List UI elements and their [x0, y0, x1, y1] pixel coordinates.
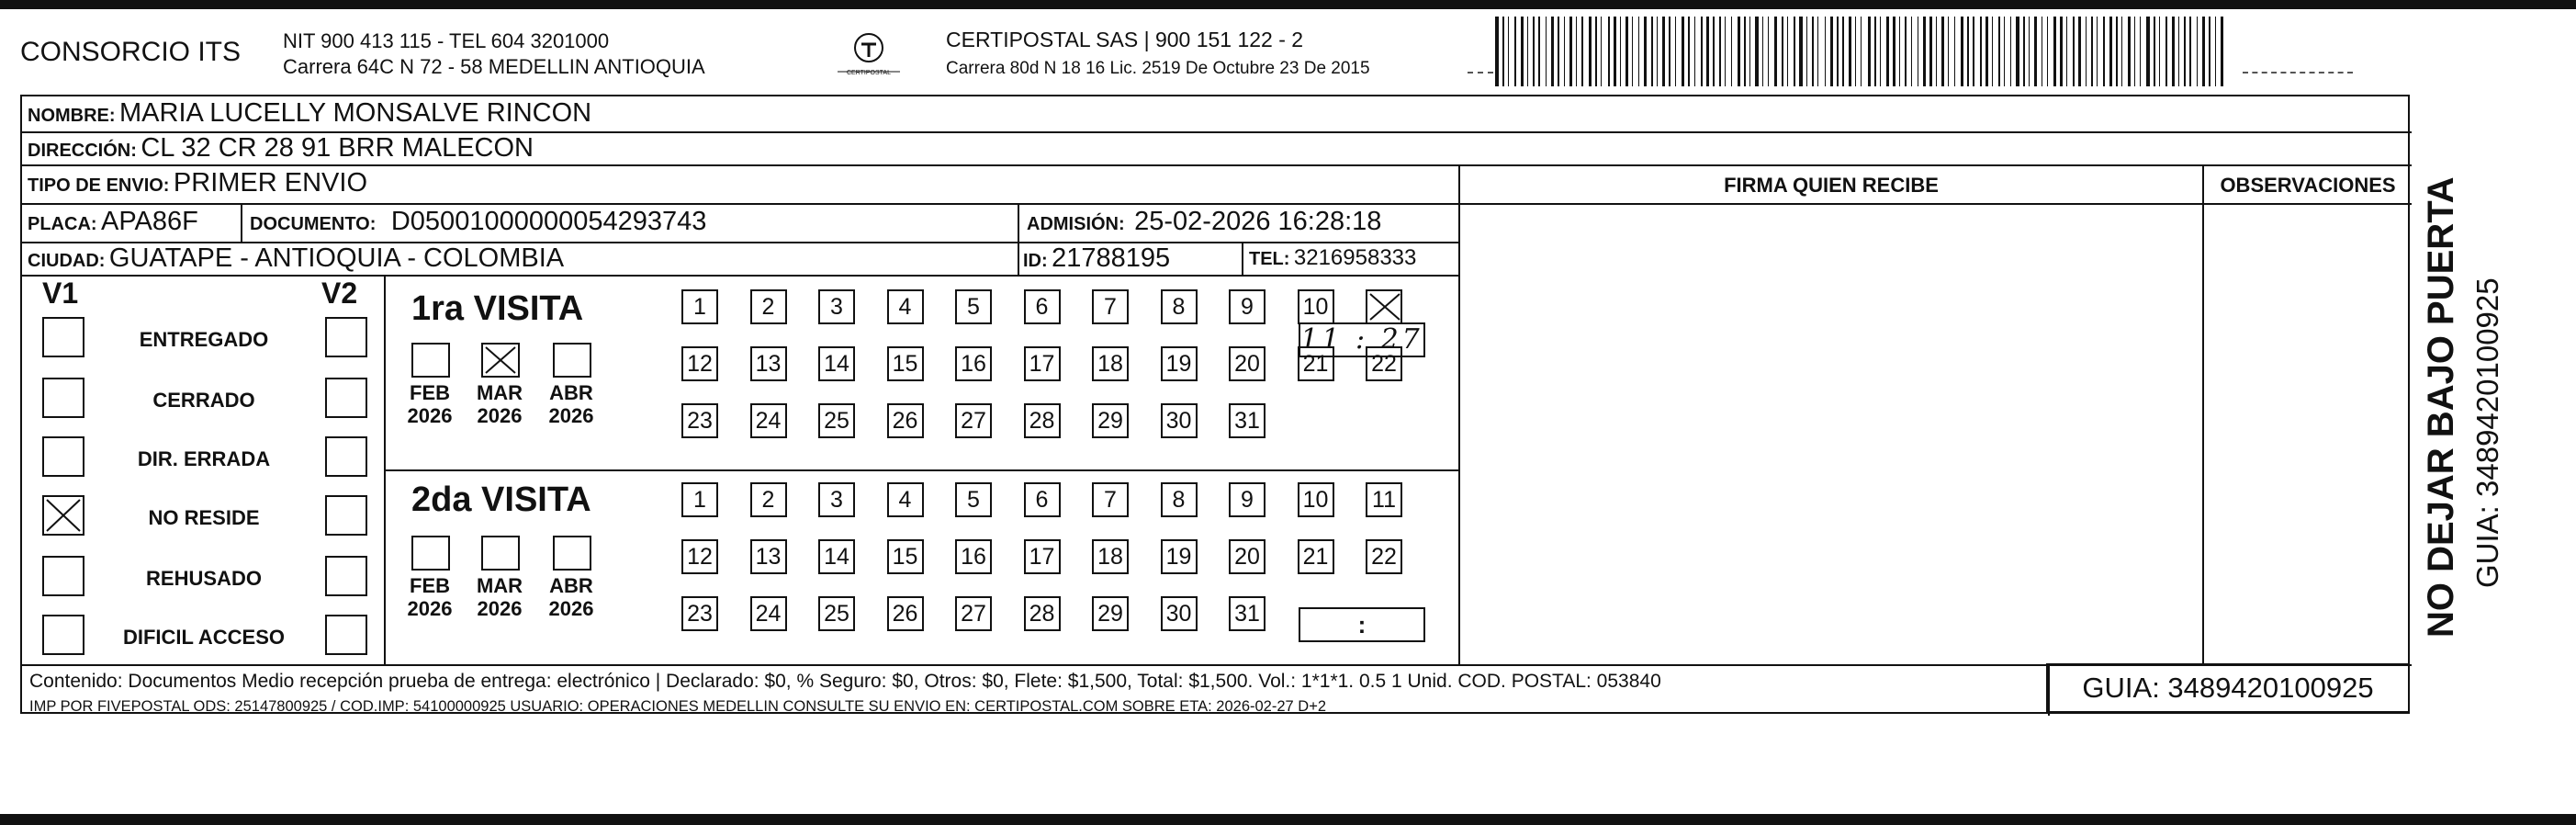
- visit2-title: 2da VISITA: [411, 480, 591, 519]
- day-box[interactable]: 20: [1229, 539, 1266, 574]
- visit-divider: [384, 469, 1458, 471]
- barcode: [1495, 17, 2228, 86]
- documento-row: [250, 207, 706, 237]
- visit1-time-value: 11 : 27: [1300, 323, 1423, 356]
- direccion-value: CL 32 CR 28 91 BRR MALECON: [141, 133, 534, 163]
- day-box[interactable]: 6: [1024, 482, 1061, 517]
- month-checkbox[interactable]: [481, 343, 520, 378]
- barcode-bar: [1861, 17, 1862, 86]
- observations-column-divider: [2202, 164, 2204, 664]
- barcode-bar: [1973, 17, 1974, 86]
- top-border-bar: [0, 0, 2576, 9]
- barcode-bar: [1495, 17, 1499, 86]
- day-box[interactable]: 25: [818, 403, 855, 438]
- day-box[interactable]: 18: [1092, 539, 1129, 574]
- barcode-bar: [1967, 17, 1969, 86]
- barcode-bar: [1589, 17, 1592, 86]
- documento-label: DOCUMENTO:: [250, 214, 377, 234]
- barcode-bar: [1880, 17, 1881, 86]
- day-box[interactable]: 25: [818, 596, 855, 631]
- barcode-bar: [1787, 17, 1788, 86]
- barcode-bar: [1713, 17, 1715, 86]
- barcode-bar: [1842, 17, 1844, 86]
- day-box[interactable]: 22: [1366, 346, 1402, 381]
- barcode-bar: [2202, 17, 2205, 86]
- barcode-bar: [1874, 17, 1876, 86]
- tel-row: [1249, 245, 1416, 271]
- barcode-bar: [1682, 17, 1684, 86]
- day-box[interactable]: 20: [1229, 346, 1266, 381]
- v1-checkbox[interactable]: [42, 317, 84, 357]
- form-frame: [20, 95, 2410, 714]
- day-box[interactable]: 1: [681, 289, 718, 324]
- barcode-bar: [2159, 17, 2160, 86]
- barcode-bar: [2078, 17, 2081, 86]
- side-guia: GUIA: 3489420100925: [2470, 277, 2504, 588]
- x-mark-icon: [1367, 291, 1402, 322]
- month-year: 2026: [477, 597, 523, 620]
- barcode-bar: [1929, 17, 1932, 86]
- admision-row: [1027, 207, 1381, 237]
- month-year: 2026: [407, 597, 453, 620]
- day-box[interactable]: 19: [1161, 346, 1198, 381]
- barcode-bar: [1527, 17, 1528, 86]
- barcode-bar: [1608, 17, 1610, 86]
- barcode-bar: [1799, 17, 1803, 86]
- month-label: [470, 574, 529, 620]
- barcode-bar: [1632, 17, 1633, 86]
- tipo-envio-label: TIPO DE ENVIO:: [28, 175, 170, 196]
- barcode-bar: [2029, 17, 2030, 86]
- id-value: 21788195: [1052, 243, 1171, 273]
- barcode-bar: [1644, 17, 1647, 86]
- barcode-bar: [1514, 17, 1516, 86]
- day-box[interactable]: 3: [818, 289, 855, 324]
- day-box[interactable]: 30: [1161, 596, 1198, 631]
- barcode-bar: [1533, 17, 1535, 86]
- day-box[interactable]: 13: [750, 539, 787, 574]
- day-box[interactable]: 23: [681, 596, 718, 631]
- barcode-bar: [1886, 17, 1889, 86]
- month-year: 2026: [477, 404, 523, 427]
- barcode-bar: [1954, 17, 1955, 86]
- day-box[interactable]: 4: [887, 289, 924, 324]
- barcode-bar: [1581, 17, 1583, 86]
- admision-label: ADMISIÓN:: [1027, 214, 1125, 234]
- admision-divider: [1018, 203, 1019, 275]
- day-box[interactable]: 21: [1298, 346, 1334, 381]
- barcode-bar: [1595, 17, 1597, 86]
- day-box[interactable]: 28: [1024, 403, 1061, 438]
- month-name: FEB: [410, 574, 450, 597]
- documento-value: D05001000000054293743: [390, 207, 707, 236]
- signature-column-divider: [1458, 164, 1460, 664]
- company-nit: NIT 900 413 115 - TEL 604 3201000: [283, 29, 610, 52]
- barcode-bar: [1521, 17, 1524, 86]
- barcode-bar: [2146, 17, 2150, 86]
- barcode-bar: [1551, 17, 1554, 86]
- month-year: 2026: [548, 597, 594, 620]
- visit1-title: 1ra VISITA: [411, 289, 584, 328]
- barcode-bar: [1782, 17, 1783, 86]
- barcode-bar: [1868, 17, 1871, 86]
- nombre-label: NOMBRE:: [28, 106, 116, 126]
- v1-checkbox[interactable]: [42, 378, 84, 418]
- row-divider: [22, 275, 1458, 277]
- barcode-bar: [1830, 17, 1833, 86]
- barcode-bar: [1941, 17, 1944, 86]
- v2-checkbox[interactable]: [325, 556, 367, 596]
- day-box[interactable]: 16: [955, 539, 992, 574]
- tel-value: 3216958333: [1293, 245, 1417, 270]
- month-name: ABR: [549, 381, 593, 404]
- firma-header: FIRMA QUIEN RECIBE: [1724, 174, 1939, 197]
- day-box[interactable]: 2: [750, 289, 787, 324]
- barcode-bar: [2140, 17, 2141, 86]
- day-box[interactable]: 3: [818, 482, 855, 517]
- id-row: [1023, 243, 1170, 274]
- barcode-bar: [1992, 17, 1993, 86]
- day-box[interactable]: 1: [681, 482, 718, 517]
- barcode-bar: [2154, 17, 2155, 86]
- barcode-bar: [1725, 17, 1726, 86]
- company-address: Carrera 64C N 72 - 58 MEDELLIN ANTIOQUIA: [283, 55, 705, 78]
- barcode-bar: [1625, 17, 1628, 86]
- barcode-bar: [2165, 17, 2167, 86]
- tipo-envio-row: [28, 168, 367, 198]
- barcode-bar: [1576, 17, 1577, 86]
- day-box[interactable]: 18: [1092, 346, 1129, 381]
- barcode-bar: [2047, 17, 2048, 86]
- day-box[interactable]: 7: [1092, 289, 1129, 324]
- barcode-bar: [1893, 17, 1895, 86]
- barcode-bar: [1614, 17, 1616, 86]
- v2-checkbox[interactable]: [325, 615, 367, 655]
- barcode-bar: [1558, 17, 1559, 86]
- day-box[interactable]: 13: [750, 346, 787, 381]
- direccion-label: DIRECCIÓN:: [28, 141, 137, 161]
- month-checkbox[interactable]: [553, 343, 591, 378]
- day-box[interactable]: 16: [955, 346, 992, 381]
- v2-checkbox[interactable]: [325, 436, 367, 477]
- direccion-row: [28, 133, 534, 164]
- bottom-border-bar: [0, 814, 2576, 825]
- barcode-bar: [2209, 17, 2210, 86]
- row-divider: [22, 164, 2412, 166]
- barcode-bar: [1806, 17, 1807, 86]
- barcode-bar: [1936, 17, 1937, 86]
- barcode-bar: [2178, 17, 2179, 86]
- barcode-bar: [1774, 17, 1777, 86]
- barcode-bar: [2073, 17, 2075, 86]
- day-box[interactable]: 2: [750, 482, 787, 517]
- v1-checkbox[interactable]: [42, 495, 84, 536]
- status-option-label: CERRADO: [152, 389, 255, 412]
- barcode-bar: [1662, 17, 1665, 86]
- footer-guia: GUIA: 3489420100925: [2046, 663, 2410, 713]
- day-box[interactable]: 5: [955, 482, 992, 517]
- barcode-bar: [2016, 17, 2019, 86]
- barcode-bar: [1985, 17, 1988, 86]
- day-box[interactable]: 23: [681, 403, 718, 438]
- barcode-bar: [1744, 17, 1746, 86]
- barcode-bar: [2034, 17, 2037, 86]
- barcode-bar: [1794, 17, 1795, 86]
- certipostal-nit: CERTIPOSTAL SAS | 900 151 122 - 2: [946, 28, 1304, 51]
- day-box[interactable]: 24: [750, 596, 787, 631]
- visit2-time-box[interactable]: [1299, 607, 1425, 642]
- month-label: [542, 574, 601, 620]
- day-box[interactable]: 14: [818, 346, 855, 381]
- placa-value: APA86F: [101, 207, 198, 236]
- month-checkbox[interactable]: [553, 536, 591, 571]
- day-box[interactable]: 26: [887, 596, 924, 631]
- status-option-label: REHUSADO: [146, 567, 262, 590]
- day-box[interactable]: 31: [1229, 596, 1266, 631]
- day-box[interactable]: 17: [1024, 539, 1061, 574]
- status-option-label: DIR. ERRADA: [137, 447, 271, 470]
- day-box[interactable]: 11: [1366, 482, 1402, 517]
- month-label: [400, 381, 459, 427]
- logo-caption: CERTIPOSTAL: [847, 70, 891, 76]
- barcode-bar: [1657, 17, 1658, 86]
- day-box[interactable]: 27: [955, 403, 992, 438]
- placa-row: [28, 207, 198, 237]
- barcode-bar: [1508, 17, 1509, 86]
- barcode-bar: [2128, 17, 2131, 86]
- month-checkbox[interactable]: [411, 343, 450, 378]
- barcode-bar: [1948, 17, 1949, 86]
- barcode-bar: [1694, 17, 1695, 86]
- day-box[interactable]: [1366, 289, 1402, 324]
- barcode-bar: [1601, 17, 1602, 86]
- barcode-bar: [1688, 17, 1690, 86]
- v2-checkbox[interactable]: [325, 495, 367, 536]
- admision-value: 25-02-2026 16:28:18: [1134, 207, 1382, 236]
- barcode-bar: [1837, 17, 1839, 86]
- x-mark-icon: [44, 497, 83, 534]
- barcode-bar: [2060, 17, 2063, 86]
- day-box[interactable]: 7: [1092, 482, 1129, 517]
- barcode-bar: [2116, 17, 2118, 86]
- barcode-bar: [2121, 17, 2122, 86]
- x-mark-icon: [483, 345, 518, 376]
- barcode-bar: [2086, 17, 2087, 86]
- barcode-bar: [1620, 17, 1621, 86]
- month-name: ABR: [549, 574, 593, 597]
- barcode-bar: [2004, 17, 2005, 86]
- day-box[interactable]: 29: [1092, 596, 1129, 631]
- barcode-bar: [1564, 17, 1565, 86]
- visit2-time-value: :: [1357, 611, 1367, 639]
- v1-checkbox[interactable]: [42, 556, 84, 596]
- day-box[interactable]: 28: [1024, 596, 1061, 631]
- month-checkbox[interactable]: [481, 536, 520, 571]
- nombre-value: MARIA LUCELLY MONSALVE RINCON: [119, 98, 592, 128]
- placa-divider: [241, 203, 242, 242]
- barcode-bar: [2172, 17, 2175, 86]
- barcode-bar: [1569, 17, 1572, 86]
- ciudad-row: [28, 243, 564, 274]
- day-box[interactable]: 15: [887, 539, 924, 574]
- barcode-leader: [1468, 72, 1493, 73]
- barcode-bar: [2091, 17, 2093, 86]
- day-box[interactable]: 12: [681, 539, 718, 574]
- day-box[interactable]: 12: [681, 346, 718, 381]
- day-box[interactable]: 8: [1161, 289, 1198, 324]
- ciudad-label: CIUDAD:: [28, 251, 106, 271]
- month-name: FEB: [410, 381, 450, 404]
- barcode-trailer: [2243, 72, 2353, 73]
- barcode-bar: [1502, 17, 1504, 86]
- day-box[interactable]: 8: [1161, 482, 1198, 517]
- barcode-bar: [1855, 17, 1856, 86]
- day-box[interactable]: 14: [818, 539, 855, 574]
- footer-imp: IMP POR FIVEPOSTAL ODS: 25147800925 / COD.IMP: 54100000925 USUARIO: OPERACIONES MEDELLIN CONSULTE SU ENVIO EN: CERTIPOSTAL.COM SOBRE ETA: 2026-02-27 D+2: [29, 698, 1327, 715]
- barcode-bar: [1731, 17, 1732, 86]
- month-label: [470, 381, 529, 427]
- barcode-bar: [1706, 17, 1709, 86]
- tipo-envio-value: PRIMER ENVIO: [173, 168, 368, 198]
- v1-checkbox[interactable]: [42, 615, 84, 655]
- barcode-bar: [2053, 17, 2056, 86]
- barcode-bar: [1675, 17, 1676, 86]
- v2-checkbox[interactable]: [325, 378, 367, 418]
- barcode-bar: [1849, 17, 1851, 86]
- day-box[interactable]: 27: [955, 596, 992, 631]
- tel-label: TEL:: [1249, 249, 1290, 269]
- certipostal-logo: [834, 31, 904, 83]
- month-checkbox[interactable]: [411, 536, 450, 571]
- row-divider: [22, 203, 1458, 205]
- v2-header: V2: [321, 277, 358, 310]
- status-divider: [384, 275, 386, 664]
- barcode-bar: [1651, 17, 1653, 86]
- day-box[interactable]: 5: [955, 289, 992, 324]
- v2-checkbox[interactable]: [325, 317, 367, 357]
- barcode-bar: [1998, 17, 2000, 86]
- barcode-bar: [1905, 17, 1907, 86]
- visit1-time-box[interactable]: [1299, 322, 1425, 357]
- barcode-bar: [2097, 17, 2098, 86]
- day-box[interactable]: 17: [1024, 346, 1061, 381]
- barcode-bar: [2109, 17, 2112, 86]
- day-box[interactable]: 30: [1161, 403, 1198, 438]
- barcode-bar: [1911, 17, 1912, 86]
- barcode-bar: [1980, 17, 1982, 86]
- placa-label: PLACA:: [28, 214, 97, 234]
- barcode-bar: [1899, 17, 1900, 86]
- observaciones-header: OBSERVACIONES: [2220, 174, 2396, 197]
- footer-contenido: Contenido: Documentos Medio recepción prueba de entrega: electrónico | Declarado: $0, % Seguro: $0, Otros: $0, Flete: $1,500, Total: $1,500. Vol.: 1*1*1. 0.5 1 Unid. COD. POSTAL: 053840: [29, 671, 1661, 692]
- barcode-bar: [1961, 17, 1963, 86]
- barcode-bar: [2023, 17, 2025, 86]
- month-label: [400, 574, 459, 620]
- barcode-bar: [1768, 17, 1769, 86]
- barcode-bar: [2184, 17, 2186, 86]
- barcode-bar: [1738, 17, 1740, 86]
- id-label: ID:: [1023, 251, 1048, 271]
- barcode-bar: [1749, 17, 1750, 86]
- barcode-bar: [2189, 17, 2191, 86]
- certipostal-license: Carrera 80d N 18 16 Lic. 2519 De Octubre 23 De 2015: [946, 59, 1370, 78]
- barcode-bar: [1638, 17, 1639, 86]
- barcode-bar: [1546, 17, 1547, 86]
- status-option-label: ENTREGADO: [139, 328, 269, 351]
- month-year: 2026: [548, 404, 594, 427]
- barcode-bar: [1669, 17, 1670, 86]
- ciudad-value: GUATAPE - ANTIOQUIA - COLOMBIA: [108, 243, 565, 273]
- status-option-label: DIFICIL ACCESO: [122, 626, 285, 649]
- barcode-bar: [1812, 17, 1814, 86]
- barcode-bar: [1825, 17, 1826, 86]
- barcode-bar: [2197, 17, 2198, 86]
- day-box[interactable]: 9: [1229, 482, 1266, 517]
- day-box[interactable]: 19: [1161, 539, 1198, 574]
- barcode-bar: [1762, 17, 1763, 86]
- barcode-bar: [2010, 17, 2011, 86]
- month-label: [542, 381, 601, 427]
- nombre-row: [28, 98, 591, 129]
- day-box[interactable]: 4: [887, 482, 924, 517]
- no-dejar-bajo-puerta: NO DEJAR BAJO PUERTA: [2421, 176, 2461, 638]
- day-box[interactable]: 22: [1366, 539, 1402, 574]
- barcode-bar: [2134, 17, 2135, 86]
- barcode-bar: [2066, 17, 2067, 86]
- company-name: CONSORCIO ITS: [20, 37, 242, 67]
- barcode-bar: [1755, 17, 1759, 86]
- day-box[interactable]: 9: [1229, 289, 1266, 324]
- month-name: MAR: [476, 381, 523, 404]
- v1-checkbox[interactable]: [42, 436, 84, 477]
- month-year: 2026: [407, 404, 453, 427]
- barcode-bar: [1817, 17, 1818, 86]
- day-box[interactable]: 21: [1298, 539, 1334, 574]
- barcode-bar: [1719, 17, 1721, 86]
- status-option-label: NO RESIDE: [148, 506, 260, 529]
- day-box[interactable]: 29: [1092, 403, 1129, 438]
- day-box[interactable]: 31: [1229, 403, 1266, 438]
- barcode-bar: [2215, 17, 2216, 86]
- barcode-bar: [1701, 17, 1703, 86]
- day-box[interactable]: 10: [1298, 482, 1334, 517]
- signature-header-divider: [1458, 203, 2412, 205]
- day-box[interactable]: 26: [887, 403, 924, 438]
- day-box[interactable]: 10: [1298, 289, 1334, 324]
- barcode-bar: [2103, 17, 2105, 86]
- barcode-bar: [1538, 17, 1540, 86]
- day-box[interactable]: 6: [1024, 289, 1061, 324]
- day-box[interactable]: 15: [887, 346, 924, 381]
- barcode-bar: [1923, 17, 1926, 86]
- tel-divider: [1242, 242, 1243, 275]
- barcode-bar: [2221, 17, 2223, 86]
- month-name: MAR: [476, 574, 523, 597]
- day-box[interactable]: 24: [750, 403, 787, 438]
- v1-header: V1: [42, 277, 79, 310]
